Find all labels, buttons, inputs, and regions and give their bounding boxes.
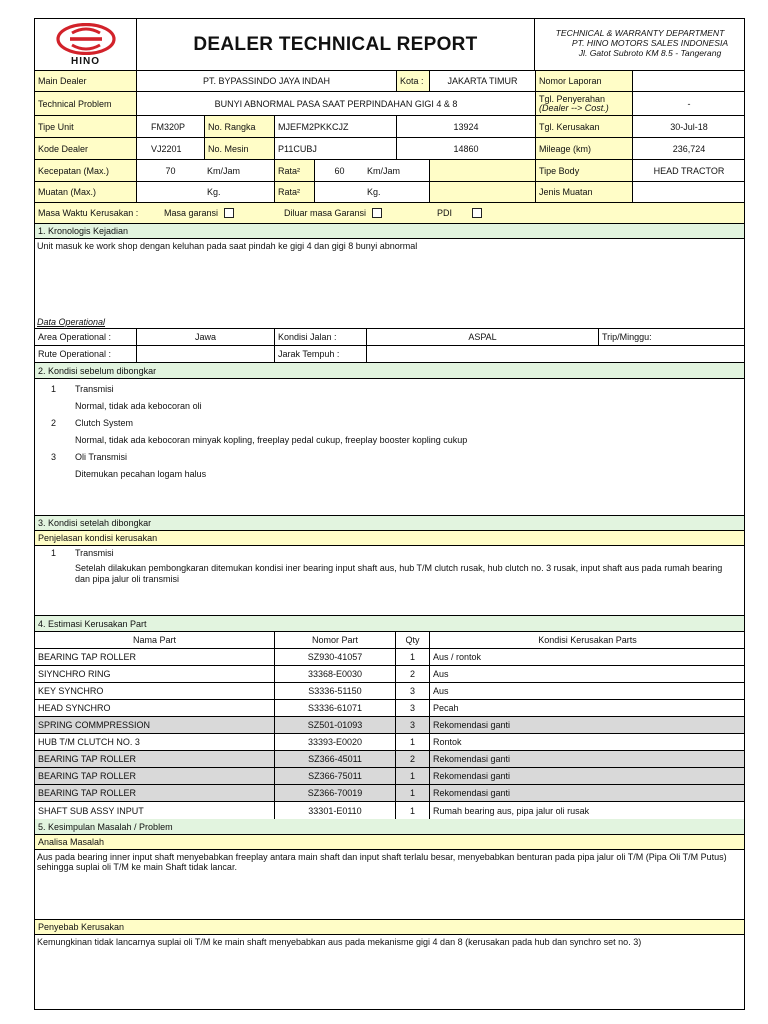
sebelum-section-header	[35, 363, 744, 379]
tipe-body-value: HEAD TRACTOR	[632, 160, 745, 181]
no-rangka-label: No. Rangka	[204, 116, 274, 137]
col-nomor-part: Nomor Part	[274, 632, 395, 648]
sebelum-item-3-name: Oli Transmisi	[75, 452, 128, 462]
sebelum-item-3-desc: Ditemukan pecahan logam halus	[75, 469, 207, 479]
rute-operational-row	[35, 346, 744, 363]
table-row	[35, 717, 744, 734]
data-operational-title: Data Operational	[37, 317, 106, 327]
main-dealer-label: Main Dealer	[35, 71, 136, 91]
kesimpulan-title: 5. Kesimpulan Masalah / Problem	[38, 821, 173, 832]
sebelum-body	[35, 379, 744, 516]
masa-waktu-row	[35, 203, 744, 224]
masa-garansi-checkbox[interactable]	[224, 208, 234, 218]
nomor-laporan-label: Nomor Laporan	[535, 71, 632, 91]
nomor-laporan-value	[632, 71, 745, 91]
pdi-label: PDI	[437, 208, 453, 218]
rata-muatan-value	[314, 182, 364, 202]
part-qty: 3	[395, 717, 429, 733]
no-rangka-serial: 13924	[396, 116, 535, 137]
table-row	[35, 666, 744, 683]
jenis-muatan-label: Jenis Muatan	[535, 182, 632, 202]
sebelum-item-2-no: 2	[51, 418, 57, 428]
estimasi-table-header	[35, 632, 744, 649]
penyebab-row	[35, 920, 744, 935]
sebelum-item-2-name: Clutch System	[75, 418, 134, 428]
technical-problem-label: Technical Problem	[35, 92, 136, 115]
jenis-muatan-value	[632, 182, 745, 202]
estimasi-table-body	[35, 649, 744, 819]
jarak-tempuh-value	[366, 346, 598, 362]
tipe-unit-row	[35, 116, 744, 138]
masa-garansi-option[interactable]	[161, 203, 261, 223]
department-line-3: Jl. Gatot Subroto KM 8.5 - Tangerang	[578, 48, 722, 58]
muatan-value	[136, 182, 204, 202]
sebelum-item-2-desc: Normal, tidak ada kebocoran minyak kopling, freeplay pedal cukup, freeplay booster kopling cukup	[75, 435, 468, 445]
part-number: SZ366-75011	[274, 768, 395, 784]
analisa-body	[35, 850, 744, 920]
hino-logo-icon	[55, 23, 117, 55]
table-row	[35, 649, 744, 666]
part-condition: Aus / rontok	[429, 649, 745, 665]
part-name: HUB T/M CLUTCH NO. 3	[38, 737, 140, 747]
col-qty: Qty	[395, 632, 429, 648]
part-qty: 2	[395, 751, 429, 767]
part-number: SZ501-01093	[274, 717, 395, 733]
part-name: KEY SYNCHRO	[38, 686, 104, 696]
no-mesin-serial: 14860	[396, 138, 535, 159]
department-line-1: TECHNICAL & WARRANTY DEPARTMENT	[555, 28, 725, 38]
part-condition: Rontok	[429, 734, 745, 750]
col-nama-part: Nama Part	[132, 635, 176, 645]
muatan-row	[35, 182, 744, 203]
sebelum-item-3-no: 3	[51, 452, 57, 462]
setelah-item-desc: Setelah dilakukan pembongkaran ditemukan kondisi iner bearing input shaft aus, hub T/M clutch rusak, hub clutch no. 3 rusak, input shaft aus pada rumah bearing dan pipa jalur oli transmisi	[75, 563, 723, 584]
technical-problem-value: BUNYI ABNORMAL PASA SAAT PERPINDAHAN GIGI 4 & 8	[136, 92, 535, 115]
part-condition: Rekomendasi ganti	[429, 785, 745, 801]
area-operational-label: Area Operational :	[38, 332, 112, 342]
brand-name: HINO	[71, 55, 100, 67]
department-line-2: PT. HINO MOTORS SALES INDONESIA	[571, 38, 729, 48]
kondisi-jalan-label: Kondisi Jalan :	[274, 329, 366, 345]
penjelasan-title: Penjelasan kondisi kerusakan	[38, 533, 158, 543]
part-condition: Aus	[429, 683, 745, 699]
kode-dealer-value: VJ2201	[136, 138, 204, 159]
department-info	[535, 19, 745, 70]
part-name: BEARING TAP ROLLER	[38, 652, 137, 662]
part-number: 33301-E0110	[274, 802, 395, 819]
rata-muatan-unit: Kg.	[367, 187, 381, 197]
part-qty: 3	[395, 683, 429, 699]
part-qty: 1	[395, 768, 429, 784]
page-title: DEALER TECHNICAL REPORT	[136, 19, 535, 70]
setelah-body	[35, 546, 744, 616]
part-condition: Pecah	[429, 700, 745, 716]
pdi-checkbox[interactable]	[472, 208, 482, 218]
part-condition: Rekomendasi ganti	[429, 717, 745, 733]
tgl-penyerahan-value: -	[632, 92, 745, 115]
kronologis-body	[35, 239, 744, 329]
part-condition: Rumah bearing aus, pipa jalur oli rusak	[429, 802, 745, 819]
rute-operational-label: Rute Operational :	[38, 349, 112, 359]
kecepatan-row	[35, 160, 744, 182]
part-qty: 1	[395, 785, 429, 801]
setelah-item-name: Transmisi	[75, 548, 114, 558]
tgl-kerusakan-value: 30-Jul-18	[632, 116, 745, 137]
masa-garansi-label: Masa garansi	[164, 208, 219, 218]
rata-kecepatan-value: 60	[314, 160, 364, 181]
report-header	[35, 19, 744, 71]
no-mesin-label: No. Mesin	[204, 138, 274, 159]
diluar-garansi-label: Diluar masa Garansi	[284, 208, 367, 218]
muatan-filler	[429, 182, 535, 202]
dealer-technical-report-sheet	[34, 18, 745, 1010]
kecepatan-label: Kecepatan (Max.)	[35, 160, 136, 181]
rata-kecepatan-unit: Km/Jam	[367, 165, 401, 176]
kecepatan-value: 70	[136, 160, 204, 181]
kronologis-text: Unit masuk ke work shop dengan keluhan pada saat pindah ke gigi 4 dan gigi 8 bunyi abnormal	[37, 241, 418, 251]
kronologis-title: 1. Kronologis Kejadian	[38, 226, 129, 236]
kode-dealer-row	[35, 138, 744, 160]
sebelum-title: 2. Kondisi sebelum dibongkar	[38, 365, 157, 376]
trip-minggu-label: Trip/Minggu:	[598, 329, 745, 345]
part-name: HEAD SYNCHRO	[38, 703, 111, 713]
part-qty: 1	[395, 649, 429, 665]
analisa-text: Aus pada bearing inner input shaft menyebabkan freeplay antara main shaft dan input shaft terlalu besar, menyebabkan benturan pada pipa jalur oli T/M (Pipa Oli T/M Putus) sehingga suplai oli T/M ke main Shaft tidak lancar.	[37, 852, 727, 872]
tgl-penyerahan-label-text: Tgl. Penyerahan	[539, 93, 606, 104]
tipe-body-label: Tipe Body	[535, 160, 632, 181]
tgl-penyerahan-label	[535, 92, 632, 115]
tipe-unit-value: FM320P	[136, 116, 204, 137]
tipe-unit-label: Tipe Unit	[35, 116, 136, 137]
kota-value: JAKARTA TIMUR	[429, 71, 535, 91]
part-name: BEARING TAP ROLLER	[38, 788, 137, 798]
kondisi-jalan-value: ASPAL	[366, 329, 598, 345]
kesimpulan-section-header	[35, 819, 744, 835]
col-kondisi: Kondisi Kerusakan Parts	[429, 632, 745, 648]
part-name: SIYNCHRO RING	[38, 669, 111, 679]
table-row	[35, 751, 744, 768]
kronologis-section-header	[35, 224, 744, 239]
area-operational-value: Jawa	[136, 329, 274, 345]
sebelum-item-1-desc: Normal, tidak ada kebocoran oli	[75, 401, 202, 411]
estimasi-title: 4. Estimasi Kerusakan Part	[38, 618, 147, 629]
table-row	[35, 683, 744, 700]
part-qty: 1	[395, 734, 429, 750]
part-condition: Aus	[429, 666, 745, 682]
part-number: 33393-E0020	[274, 734, 395, 750]
sebelum-item-1-name: Transmisi	[75, 384, 114, 394]
main-dealer-row	[35, 71, 744, 92]
rata-kecepatan-label: Rata²	[274, 160, 314, 181]
part-qty: 1	[395, 802, 429, 819]
setelah-item-no: 1	[51, 548, 57, 558]
part-number: 33368-E0030	[274, 666, 395, 682]
table-row	[35, 785, 744, 802]
kode-dealer-label: Kode Dealer	[35, 138, 136, 159]
masa-waktu-label: Masa Waktu Kerusakan :	[38, 208, 139, 218]
part-name: SHAFT SUB ASSY INPUT	[38, 805, 144, 816]
part-number: SZ930-41057	[274, 649, 395, 665]
hino-logo	[35, 19, 136, 70]
mileage-label: Mileage (km)	[535, 138, 632, 159]
technical-problem-row	[35, 92, 744, 116]
part-qty: 3	[395, 700, 429, 716]
penjelasan-row	[35, 531, 744, 546]
part-number: S3336-61071	[274, 700, 395, 716]
part-name: BEARING TAP ROLLER	[38, 771, 137, 781]
penyebab-title: Penyebab Kerusakan	[38, 922, 125, 932]
part-condition: Rekomendasi ganti	[429, 768, 745, 784]
part-name: BEARING TAP ROLLER	[38, 754, 137, 764]
part-number: SZ366-45011	[274, 751, 395, 767]
kecepatan-unit: Km/Jam	[207, 165, 241, 176]
sebelum-item-1-no: 1	[51, 384, 57, 394]
part-condition: Rekomendasi ganti	[429, 751, 745, 767]
table-row	[35, 768, 744, 785]
setelah-title: 3. Kondisi setelah dibongkar	[38, 518, 152, 528]
main-dealer-value: PT. BYPASSINDO JAYA INDAH	[136, 71, 396, 91]
table-row	[35, 802, 744, 819]
muatan-unit: Kg.	[207, 187, 221, 197]
penyebab-body	[35, 935, 744, 1009]
rata-muatan-label: Rata²	[274, 182, 314, 202]
no-rangka-value: MJEFM2PKKCJZ	[274, 116, 396, 137]
jarak-tempuh-label: Jarak Tempuh :	[274, 346, 366, 362]
part-number: SZ366-70019	[274, 785, 395, 801]
rute-operational-value	[136, 346, 274, 362]
penyebab-text: Kemungkinan tidak lancarnya suplai oli T/M ke main shaft menyebabkan aus pada mekanisme gigi 4 dan 8 (kerusakan pada hub dan synchro set no. 3)	[37, 937, 642, 947]
mileage-value: 236,724	[632, 138, 745, 159]
diluar-garansi-option[interactable]	[279, 203, 419, 223]
analisa-row	[35, 835, 744, 850]
diluar-garansi-checkbox[interactable]	[372, 208, 382, 218]
analisa-title: Analisa Masalah	[38, 837, 105, 847]
table-row	[35, 734, 744, 751]
part-name: SPRING COMMPRESSION	[38, 720, 151, 730]
setelah-section-header	[35, 516, 744, 531]
tgl-kerusakan-label: Tgl. Kerusakan	[535, 116, 632, 137]
kecepatan-filler	[429, 160, 535, 181]
muatan-label: Muatan (Max.)	[35, 182, 136, 202]
part-qty: 2	[395, 666, 429, 682]
table-row	[35, 700, 744, 717]
estimasi-section-header	[35, 616, 744, 632]
area-operational-row	[35, 329, 744, 346]
no-mesin-value: P11CUBJ	[274, 138, 396, 159]
tgl-penyerahan-sub: (Dealer --> Cost.)	[539, 102, 609, 113]
part-number: S3336-51150	[274, 683, 395, 699]
pdi-option[interactable]	[433, 203, 513, 223]
kota-label: Kota :	[396, 71, 429, 91]
